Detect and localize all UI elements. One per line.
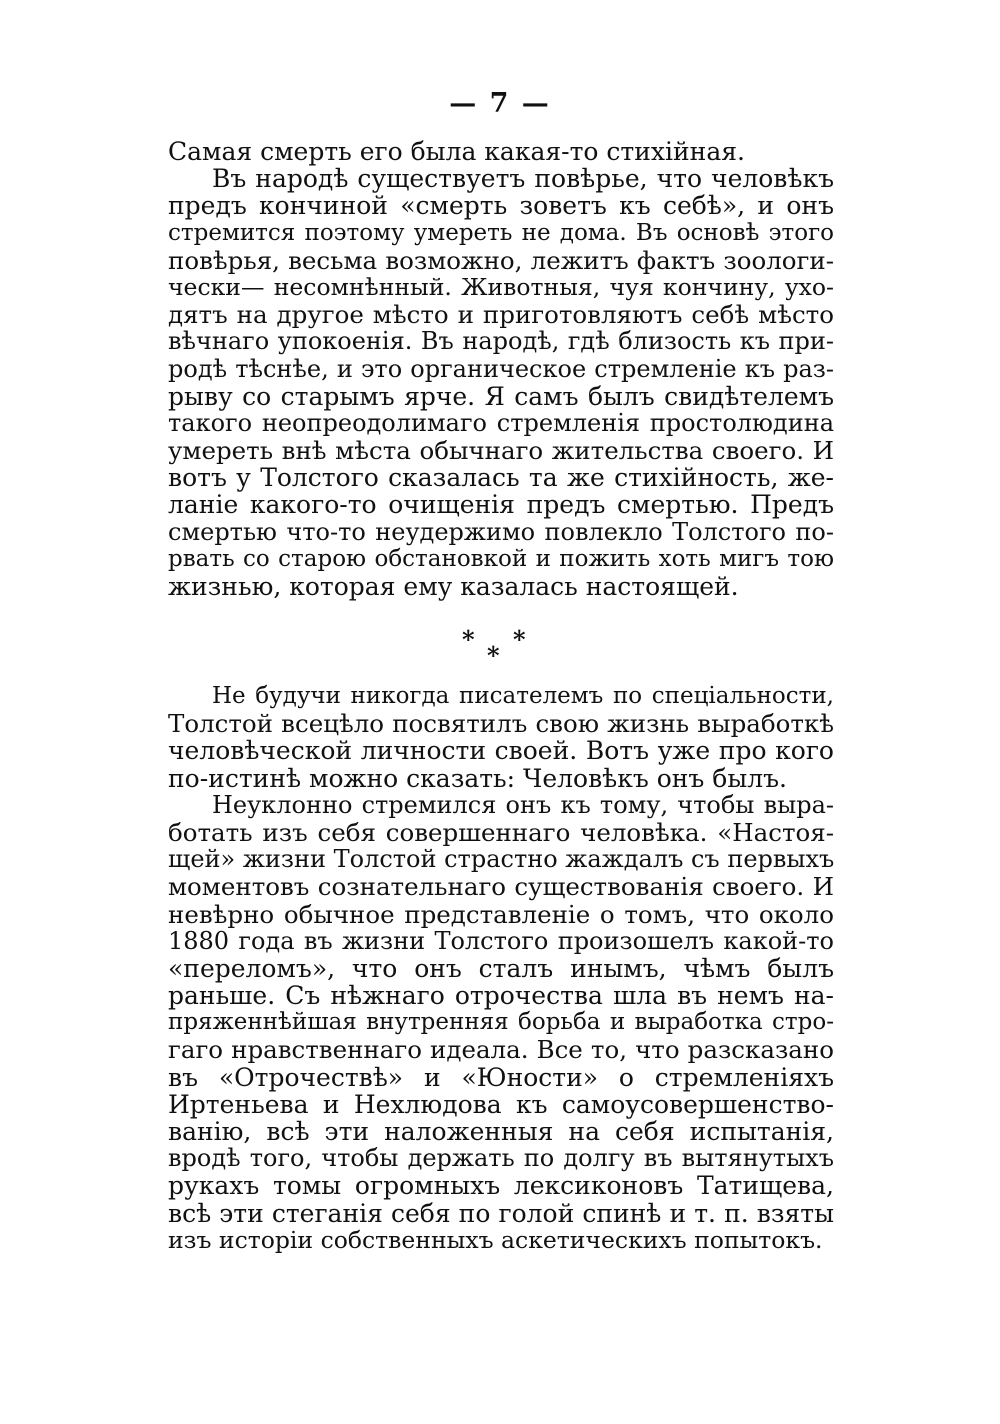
asterisk-icon: * [513,625,526,654]
text-block-bottom [168,683,834,1254]
asterisk-icon: * [462,625,475,654]
text-line: человѣческой личности своей. Вотъ уже про кого [168,736,834,766]
text-line: изъ исторіи собственныхъ аскетическихъ попытокъ. [168,1225,823,1254]
text-line: гаго нравственнаго идеала. Все то, что разсказано [168,1035,834,1065]
text-line: «переломъ», что онъ сталъ инымъ, чѣмъ былъ [168,953,834,983]
asterisk-icon: * [487,641,500,670]
text-line: по-истинѣ можно сказать: Человѣкъ онъ былъ. [168,763,787,793]
text-line: ланіе какого-то очищенія предъ смертью. Предъ [168,490,834,520]
section-separator [0,622,1000,670]
text-line: Неуклонно стремился онъ къ тому, чтобы выра- [212,790,834,819]
text-line: родѣ тѣснѣе, и это органическое стремленіе къ раз- [168,354,834,383]
text-line: всѣ эти стеганія себя по голой спинѣ и т. п. взяты [168,1198,834,1228]
text-line: щей» жизни Толстой страстно жаждалъ съ первыхъ [168,845,835,874]
text-line: раньше. Съ нѣжнаго отрочества шла въ немъ на- [168,981,834,1011]
text-line: пряженнѣйшая внутренняя борьба и выработка стро- [168,1009,834,1036]
text-line: стремится поэтому умереть не дома. Въ основѣ этого [168,219,834,246]
text-line: рвать со старою обстановкой и пожить хоть мигъ тою [168,545,834,572]
text-line: вѣчнаго упокоенія. Въ народѣ, гдѣ близость къ при- [168,327,834,356]
text-line: Иртеньева и Нехлюдова къ самоусовершенство- [168,1089,834,1119]
text-line: моментовъ сознательнаго существованія своего. И [168,872,834,902]
text-block-top [168,138,834,600]
text-line: дятъ на другое мѣсто и приготовляютъ себѣ мѣсто [168,300,834,330]
text-line: въ «Отрочествѣ» и «Юности» о стремленіяхъ [168,1062,834,1092]
text-line: вродѣ того, чтобы держать по долгу въ вытянутыхъ [168,1144,834,1173]
text-line: вотъ у Толстого сказалась та же стихійность, же- [168,463,834,493]
text-line: рыву со старымъ ярче. Я самъ былъ свидѣтелемъ [168,381,834,411]
text-line: Самая смерть его была какая-то стихійная. [168,137,745,166]
text-line: такого неопреодолимаго стремленія простолюдина [168,408,834,437]
text-line: чески— несомнѣнный. Животныя, чуя кончину, ухо- [168,272,834,301]
text-line: рукахъ томы огромныхъ лексиконовъ Татищева, [168,1171,834,1201]
text-line: Толстой всецѣло посвятилъ свою жизнь выработкѣ [168,709,834,739]
text-line: умереть внѣ мѣста обычнаго жительства своего. И [168,436,834,466]
text-line: повѣрья, весьма возможно, лежитъ фактъ зоологи- [168,245,834,275]
text-line: смертью что-то неудержимо повлекло Толстого по- [168,517,834,546]
text-line: невѣрно обычное представленіе о томъ, что около [168,899,834,929]
text-line: предъ кончиной «смерть зоветъ къ себѣ», и онъ [168,191,834,221]
text-line: ботать изъ себя совершеннаго человѣка. «Настоя- [168,817,834,847]
text-line: Не будучи никогда писателемъ по спеціальности, [212,683,834,709]
text-line: 1880 года въ жизни Толстого произошелъ какой-то [168,926,834,955]
text-line: Въ народѣ существуетъ повѣрье, что человѣкъ [212,164,834,194]
page-number: — 7 — [449,88,551,119]
text-line: жизнью, которая ему казалась настоящей. [168,572,739,601]
text-line: ванію, всѣ эти наложенныя на себя испытанія, [168,1117,834,1146]
